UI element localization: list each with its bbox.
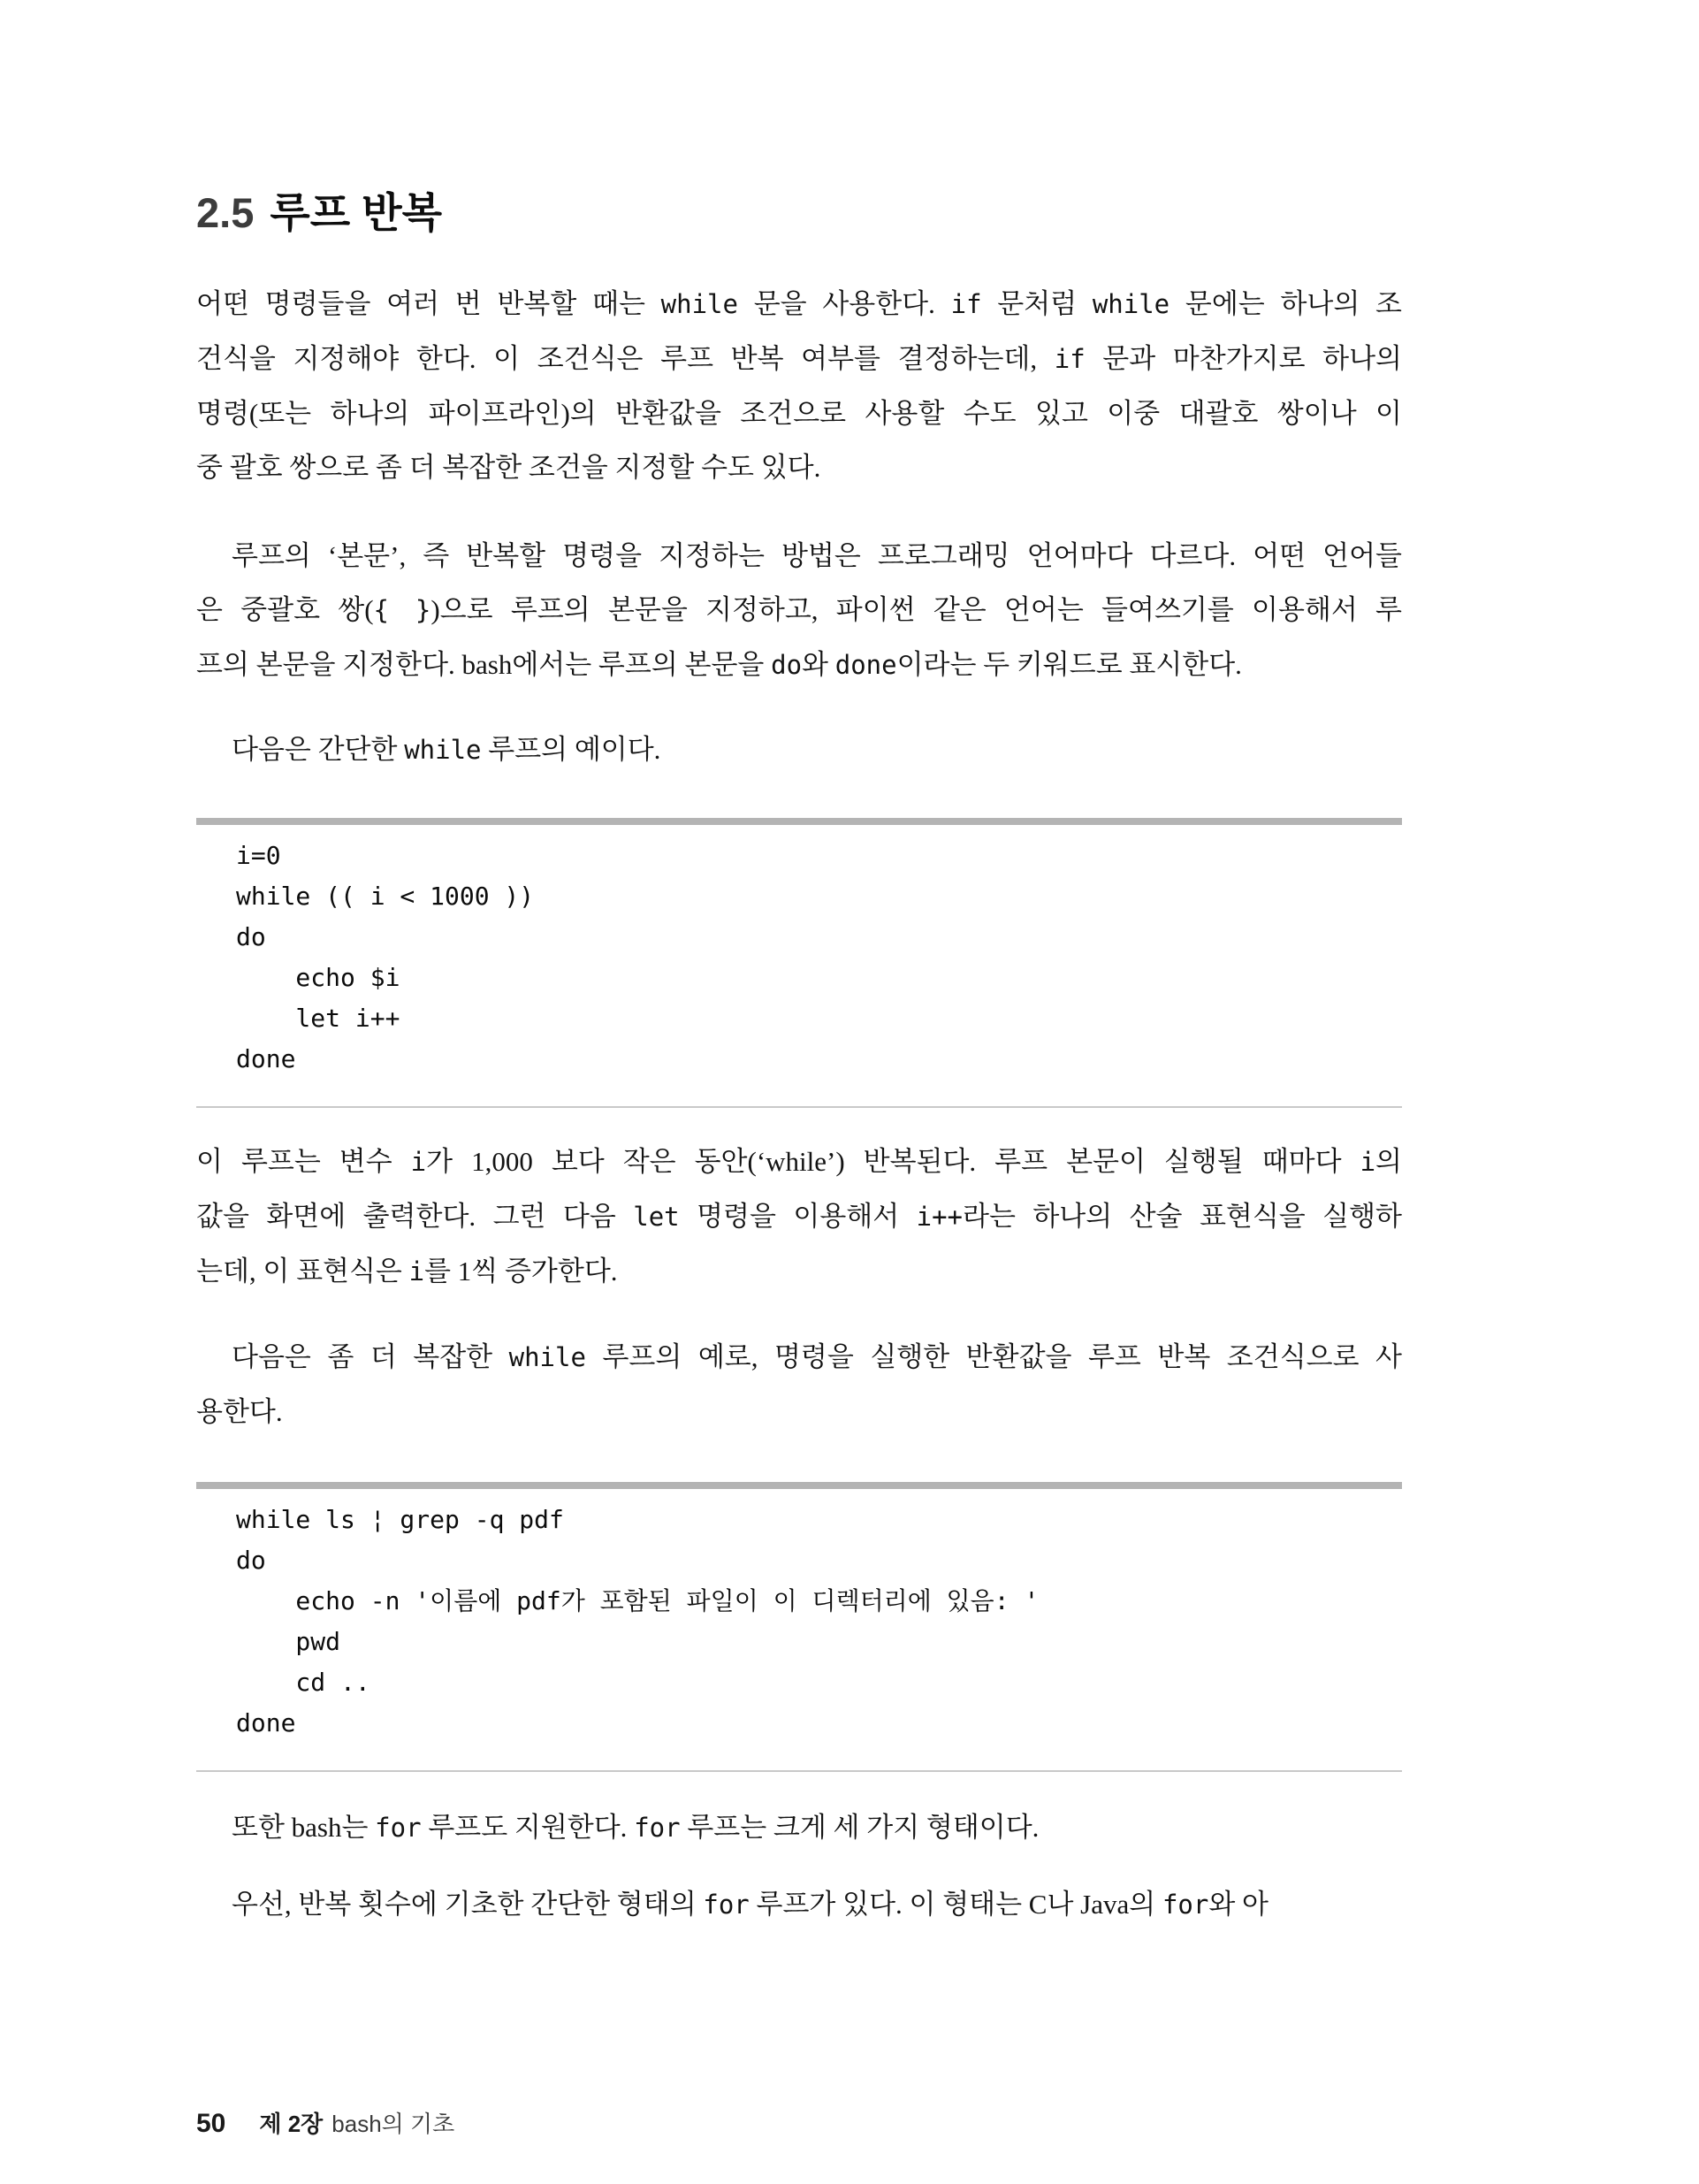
text-segment: 이 루프는 변수: [196, 1146, 411, 1177]
paragraph: [196, 722, 1402, 777]
text-segment: 문처럼: [981, 288, 1093, 319]
text-segment: 은 중괄호 쌍(: [196, 594, 374, 625]
page-content: [196, 277, 1402, 1932]
inline-code: for: [634, 1813, 681, 1843]
inline-code: while: [404, 735, 482, 765]
text-segment: 문과 마찬가지로 하나의: [1085, 343, 1402, 374]
inline-code: i: [410, 1147, 427, 1177]
footer-book-section: bash의 기초: [331, 2111, 455, 2137]
section-heading: [196, 188, 1402, 238]
code-block: [196, 818, 1402, 1108]
text-line: [196, 722, 1402, 777]
code-line: do: [236, 1546, 266, 1575]
text-segment: 값을 화면에 출력한다. 그런 다음: [196, 1201, 634, 1232]
paragraph: [196, 1330, 1402, 1439]
text-segment: 우선, 반복 횟수에 기초한 간단한 형태의: [232, 1889, 704, 1920]
footer-chapter-label: 제 2장: [259, 2111, 324, 2137]
text-segment: 명령을 이용해서: [679, 1201, 917, 1232]
text-line: [196, 1877, 1402, 1932]
page-footer: [196, 2106, 454, 2139]
inline-code: { }: [373, 595, 431, 625]
text-segment: 루프가 있다. 이 형태는 C나 Java의: [749, 1889, 1162, 1920]
text-line: [196, 1800, 1402, 1855]
section-title: 루프 반복: [270, 189, 443, 236]
text-segment: 루프의 예로, 명령을 실행한 반환값을 루프 반복 조건식으로 사: [585, 1341, 1402, 1372]
paragraph: [196, 1134, 1402, 1299]
inline-code: i: [408, 1256, 425, 1287]
code-line: while (( i < 1000 )): [236, 882, 535, 911]
text-line: [196, 277, 1402, 332]
text-segment: 다음은 간단한: [232, 734, 405, 765]
text-segment: 용한다.: [196, 1396, 283, 1427]
inline-code: if: [950, 289, 982, 319]
text-segment: 가 1,000 보다 작은 동안(‘while’) 반복된다. 루프 본문이 실행될 때마다: [426, 1146, 1360, 1177]
text-segment: 또한 bash는: [232, 1812, 376, 1843]
text-segment: 를 1씩 증가한다.: [424, 1256, 618, 1287]
inline-code: do: [771, 650, 803, 680]
text-segment: 이라는 두 키워드로 표시한다.: [896, 649, 1242, 680]
text-segment: 와 아: [1208, 1889, 1269, 1920]
text-line: [196, 1244, 1402, 1299]
section-number: 2.5: [196, 189, 255, 236]
code-line: do: [236, 922, 266, 951]
text-segment: 루프의 예이다.: [481, 734, 661, 765]
text-line: [196, 529, 1402, 583]
code-block: [196, 1482, 1402, 1772]
text-segment: 어떤 명령들을 여러 번 반복할 때는: [196, 288, 661, 319]
code-line: done: [236, 1044, 296, 1073]
text-line: [196, 440, 1402, 494]
inline-code: while: [1092, 289, 1170, 319]
text-line: [196, 1330, 1402, 1385]
text-segment: 루프는 크게 세 가지 형태이다.: [680, 1812, 1040, 1843]
text-line: [196, 1189, 1402, 1244]
code-line: while ls ¦ grep -q pdf: [236, 1505, 564, 1534]
text-segment: 의: [1375, 1146, 1402, 1177]
paragraph: [196, 1877, 1402, 1932]
text-segment: 프의 본문을 지정한다. bash에서는 루프의 본문을: [196, 649, 772, 680]
code-line: echo $i: [236, 963, 400, 992]
text-line: [196, 1385, 1402, 1439]
code-line: pwd: [236, 1627, 341, 1656]
inline-code: for: [703, 1890, 750, 1920]
code-line: let i++: [236, 1004, 400, 1033]
text-segment: 루프의 ‘본문’, 즉 반복할 명령을 지정하는 방법은 프로그래밍 언어마다 다르다. 어떤 언어들: [232, 540, 1402, 571]
text-segment: )으로 루프의 본문을 지정하고, 파이썬 같은 언어는 들여쓰기를 이용해서 루: [430, 594, 1402, 625]
text-line: [196, 638, 1402, 692]
text-segment: 명령(또는 하나의 파이프라인)의 반환값을 조건으로 사용할 수도 있고 이중 대괄호 쌍이나 이: [196, 398, 1402, 429]
text-segment: 루프도 지원한다.: [421, 1812, 635, 1843]
text-segment: 문에는 하나의 조: [1169, 288, 1402, 319]
page-number: 50: [196, 2109, 226, 2138]
text-line: [196, 1134, 1402, 1189]
inline-code: for: [1162, 1890, 1209, 1920]
text-segment: 는데, 이 표현식은: [196, 1256, 409, 1287]
inline-code: done: [834, 650, 897, 680]
inline-code: i: [1360, 1147, 1376, 1177]
text-line: [196, 583, 1402, 638]
inline-code: i++: [916, 1202, 963, 1232]
paragraph: [196, 529, 1402, 692]
text-segment: 건식을 지정해야 한다. 이 조건식은 루프 반복 여부를 결정하는데,: [196, 343, 1055, 374]
text-segment: 문을 사용한다.: [737, 288, 951, 319]
text-segment: 중 괄호 쌍으로 좀 더 복잡한 조건을 지정할 수도 있다.: [196, 452, 821, 483]
text-segment: 라는 하나의 산술 표현식을 실행하: [963, 1201, 1403, 1232]
paragraph: [196, 1800, 1402, 1855]
code-line: i=0: [236, 841, 281, 870]
inline-code: while: [660, 289, 738, 319]
text-segment: 와: [802, 649, 835, 680]
inline-code: while: [508, 1342, 586, 1372]
inline-code: let: [633, 1202, 680, 1232]
code-line: cd ..: [236, 1668, 370, 1697]
code-line: echo -n '이름에 pdf가 포함된 파일이 이 디렉터리에 있음: ': [236, 1586, 1040, 1615]
paragraph: [196, 277, 1402, 494]
text-line: [196, 332, 1402, 386]
text-segment: 다음은 좀 더 복잡한: [232, 1341, 509, 1372]
code-line: done: [236, 1708, 296, 1737]
inline-code: if: [1054, 344, 1086, 374]
inline-code: for: [375, 1813, 422, 1843]
text-line: [196, 386, 1402, 440]
